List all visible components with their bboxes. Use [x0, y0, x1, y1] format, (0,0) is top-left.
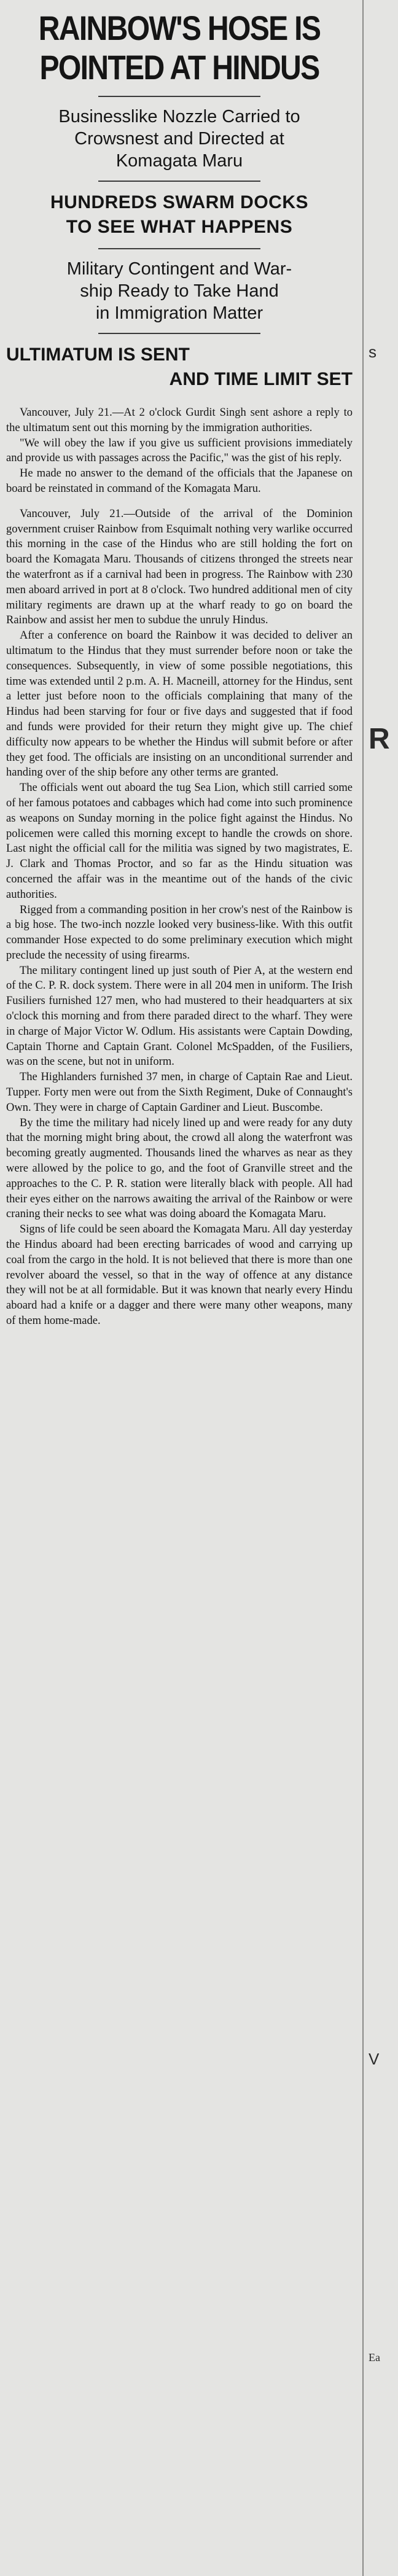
fragment-text: V — [369, 2050, 380, 2068]
subheadline-deck-4 — [6, 343, 353, 392]
deck1-line: Komagata Maru — [115, 151, 243, 171]
deck4-line-1: ULTIMATUM IS SENT — [6, 344, 190, 365]
deck3-line: Military Contingent and War- — [66, 259, 292, 279]
deck2-line: HUNDREDS SWARM DOCKS — [50, 192, 308, 212]
fragment-text: s — [369, 343, 377, 361]
article-paragraph: He made no answer to the demand of the officials that the Japanese on board be reinstated in command of the Komagata Maru. — [6, 467, 353, 495]
article-paragraph: Vancouver, July 21.—Outside of the arrival of the Dominion government cruiser Rainbow from Esquimalt nothing very warlike occurred this morning in the case of the Hindus who are still holding the fort on board the Komagata Maru. Thousands of citizens thronged the streets near the waterfront as if a carnival had been in progress. The Rainbow with 230 men aboard arrived in port at 8 o'clock. Two hundred additional men of city military regiments are drawn up at the wharf ready to go on board the Rainbow and assist her men to subdue the unruly Hindus. — [6, 507, 353, 627]
article-paragraph: The Highlanders furnished 37 men, in charge of Captain Rae and Lieut. Tupper. Forty men were out from the Sixth Regiment, Duke of Connaught's Own. They were in charge of Captain Gardiner and Lieut. Buscombe. — [6, 1071, 353, 1114]
deck1-line: Businesslike Nozzle Carried to — [58, 107, 300, 126]
fragment-text: Ea — [369, 2351, 380, 2364]
subheadline-deck-3 — [6, 258, 353, 324]
divider-rule — [98, 248, 260, 249]
article-paragraph: After a conference on board the Rainbow it was decided to deliver an ultimatum to the Hindus that they must surrender before noon or take the consequences. Subsequently, in view of some possible negotiations, this time was extended until 2 p.m. A. H. Macneill, attorney for the Hindus, sent a letter just before noon to the officials complaining that many of the Hindus had been starving for four or five days and suggested that if food and funds were provided for their return they might give up. The chief difficulty now appears to be whether the Hindus will submit before or after they get food. The officials are insisting on an unconditional surrender and handing over of the ship before any other terms are granted. — [6, 629, 353, 779]
headline-line-1: RAINBOW'S HOSE IS — [38, 9, 321, 47]
article-body — [6, 405, 353, 1329]
article-paragraph: "We will obey the law if you give us sufficient provisions immediately and provide us with passages across the Pacific," was the gist of his reply. — [6, 437, 353, 465]
divider-rule — [98, 181, 260, 182]
divider-rule — [98, 96, 260, 97]
adjacent-column-fragments — [366, 0, 398, 2576]
article-paragraph: The officials went out aboard the tug Sea Lion, which still carried some of her famous potatoes and cabbages which had come into such prominence as weapons on Sunday morning in the police fight against the Hindus. No policemen were called this morning except to handle the crowds on shore. Last night the official call for the militia was signed by two magistrates, E. J. Clark and Thomas Proctor, and so far as the Hindu situation was concerned the affair was in the meantime out of the hands of the civic authorities. — [6, 782, 353, 901]
deck1-line: Crowsnest and Directed at — [74, 129, 284, 149]
article-paragraph: By the time the military had nicely lined up and were ready for any duty that the morning might bring about, the crowd all along the waterfront was becoming greatly augmented. Thousands lined the wharves as near as they were allowed by the police to go, and the foot of Granville street and the approaches to the C. P. R. station were literally black with people. All had their eyes either on the narrows awaiting the arrival of the Rainbow or were craning their necks to see what was doing aboard the Komagata Maru. — [6, 1116, 353, 1221]
deck2-line: TO SEE WHAT HAPPENS — [66, 217, 293, 237]
subheadline-deck-2 — [6, 190, 353, 239]
main-headline — [9, 9, 349, 87]
article-paragraph: Signs of life could be seen aboard the Komagata Maru. All day yesterday the Hindus aboard had been erecting barricades of wood and carrying up coal from the cargo in the hold. It is not believed that there is more than one revolver aboard the vessel, so that in the way of offence at any distance they will not be at all formidable. But it was known that nearly every Hindu aboard had a knife or a dagger and there were many other weapons, many of them home-made. — [6, 1223, 353, 1328]
fragment-text: R — [369, 723, 390, 755]
deck3-line: ship Ready to Take Hand — [80, 281, 279, 301]
article-paragraph: The military contingent lined up just south of Pier A, at the western end of the C. P. R. dock system. There were in all 204 men in uniform. The Irish Fusiliers furnished 127 men, who had mustered to their headquarters at six o'clock this morning and from there paraded direct to the wharf. They were in charge of Major Victor W. Odlum. His assistants were Captain Dowding, Captain Thorne and Captain Grant. Colonel McSpadden, of the Fusiliers, was on the scene, but not in uniform. — [6, 964, 353, 1068]
deck3-line: in Immigration Matter — [95, 303, 263, 323]
deck4-line-2: AND TIME LIMIT SET — [169, 369, 353, 389]
divider-rule — [98, 333, 260, 334]
subheadline-deck-1 — [6, 106, 353, 172]
column-divider — [362, 0, 364, 2576]
article-paragraph: Rigged from a commanding position in her crow's nest of the Rainbow is a big hose. The two-inch nozzle looked very business-like. With this outfit commander Hose expected to do some preliminary execution which might preclude the necessity of using firearms. — [6, 903, 353, 962]
article-paragraph: Vancouver, July 21.—At 2 o'clock Gurdit Singh sent ashore a reply to the ultimatum sent out this morning by the immigration authorities. — [6, 407, 353, 434]
headline-line-2: POINTED AT HINDUS — [39, 48, 319, 87]
